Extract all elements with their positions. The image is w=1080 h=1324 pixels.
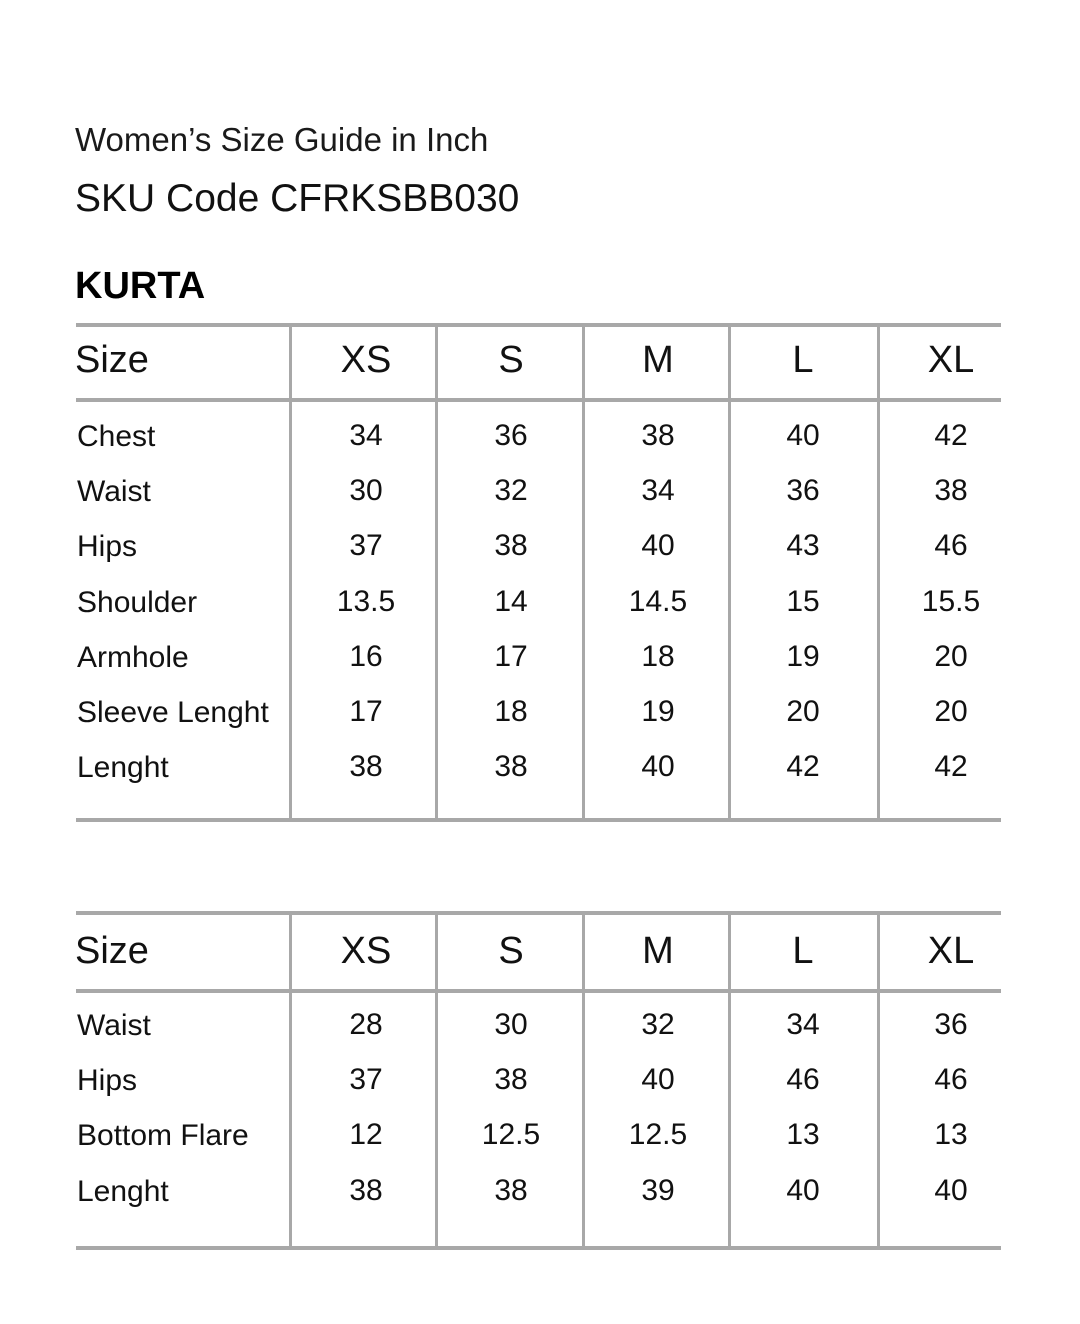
row-label: Hips [77, 530, 138, 564]
column-divider [435, 911, 438, 1248]
size-value: 43 [786, 529, 820, 563]
size-value: 20 [934, 695, 968, 728]
section-heading: KURTA [75, 265, 206, 307]
size-value: 42 [934, 419, 968, 452]
size-value: 32 [641, 1008, 675, 1041]
size-value: 40 [641, 750, 675, 784]
size-value: 19 [786, 639, 820, 673]
size-value: 36 [494, 419, 528, 452]
size-value: 38 [494, 1063, 528, 1097]
size-value: 39 [641, 1173, 675, 1207]
header-size-l: L [792, 339, 814, 381]
size-value: 28 [349, 1008, 383, 1041]
column-divider [582, 323, 585, 820]
header-size-xs: XS [340, 930, 392, 972]
column-divider [877, 323, 880, 820]
column-divider [728, 323, 731, 820]
size-value: 46 [786, 1063, 820, 1097]
column-divider [877, 911, 880, 1248]
row-label: Bottom Flare [77, 1119, 249, 1153]
size-value: 17 [349, 695, 383, 728]
row-label: Waist [77, 475, 151, 509]
size-value: 42 [786, 750, 820, 784]
size-value: 20 [786, 695, 820, 728]
header-size-label: Size [75, 339, 149, 381]
table-bottom-border [76, 818, 1001, 822]
guide-title: Women’s Size Guide in Inch [75, 121, 489, 158]
row-label: Hips [77, 1064, 138, 1098]
sku-code: SKU Code CFRKSBB030 [75, 177, 520, 220]
row-label: Armhole [77, 640, 189, 674]
size-value: 14.5 [628, 584, 688, 618]
header-size-label: Size [75, 930, 149, 972]
size-value: 34 [641, 474, 675, 508]
row-label: Lenght [77, 1174, 169, 1208]
size-value: 46 [934, 529, 968, 563]
size-value: 12 [349, 1118, 383, 1152]
header-size-xs: XS [340, 339, 392, 381]
header-size-s: S [498, 930, 524, 972]
header-size-l: L [792, 930, 814, 972]
size-value: 12.5 [628, 1118, 688, 1152]
size-value: 30 [349, 474, 383, 508]
header-size-m: M [642, 339, 674, 381]
header-size-xl: XL [927, 930, 975, 972]
size-value: 34 [786, 1008, 820, 1041]
header-size-xl: XL [927, 339, 975, 381]
table-top-border [76, 323, 1001, 327]
size-value: 40 [641, 529, 675, 563]
size-value: 34 [349, 419, 383, 452]
size-value: 18 [641, 639, 675, 673]
header-size-s: S [498, 339, 524, 381]
size-value: 40 [934, 1173, 968, 1207]
row-label: Chest [77, 420, 156, 453]
column-divider [289, 911, 292, 1248]
size-value: 13 [934, 1118, 968, 1152]
size-value: 32 [494, 474, 528, 508]
table-top-border [76, 911, 1001, 915]
table-bottom-border [76, 1246, 1001, 1250]
size-value: 38 [494, 1173, 528, 1207]
row-label: Lenght [77, 751, 169, 785]
column-divider [582, 911, 585, 1248]
size-value: 46 [934, 1063, 968, 1097]
row-label: Sleeve Lenght [77, 696, 269, 729]
size-value: 38 [494, 529, 528, 563]
size-value: 30 [494, 1008, 528, 1041]
size-value: 38 [349, 750, 383, 784]
size-value: 36 [934, 1008, 968, 1041]
column-divider [728, 911, 731, 1248]
row-label: Shoulder [77, 585, 198, 619]
row-label: Waist [77, 1009, 151, 1042]
header-divider [76, 398, 1001, 402]
size-value: 12.5 [481, 1118, 541, 1152]
size-value: 18 [494, 695, 528, 728]
column-divider [289, 323, 292, 820]
size-value: 40 [786, 419, 820, 452]
size-value: 13.5 [336, 584, 396, 618]
size-value: 38 [934, 474, 968, 508]
size-value: 38 [494, 750, 528, 784]
size-value: 36 [786, 474, 820, 508]
size-value: 37 [349, 529, 383, 563]
column-divider [435, 323, 438, 820]
size-value: 19 [641, 695, 675, 728]
size-value: 20 [934, 639, 968, 673]
header-size-m: M [642, 930, 674, 972]
size-value: 17 [494, 639, 528, 673]
header-divider [76, 989, 1001, 993]
size-value: 42 [934, 750, 968, 784]
size-value: 38 [349, 1173, 383, 1207]
size-value: 40 [641, 1063, 675, 1097]
size-value: 40 [786, 1173, 820, 1207]
size-value: 37 [349, 1063, 383, 1097]
size-value: 15.5 [921, 584, 981, 618]
size-value: 38 [641, 419, 675, 452]
size-value: 15 [786, 584, 820, 618]
size-value: 13 [786, 1118, 820, 1152]
size-value: 14 [494, 584, 528, 618]
size-value: 16 [349, 639, 383, 673]
